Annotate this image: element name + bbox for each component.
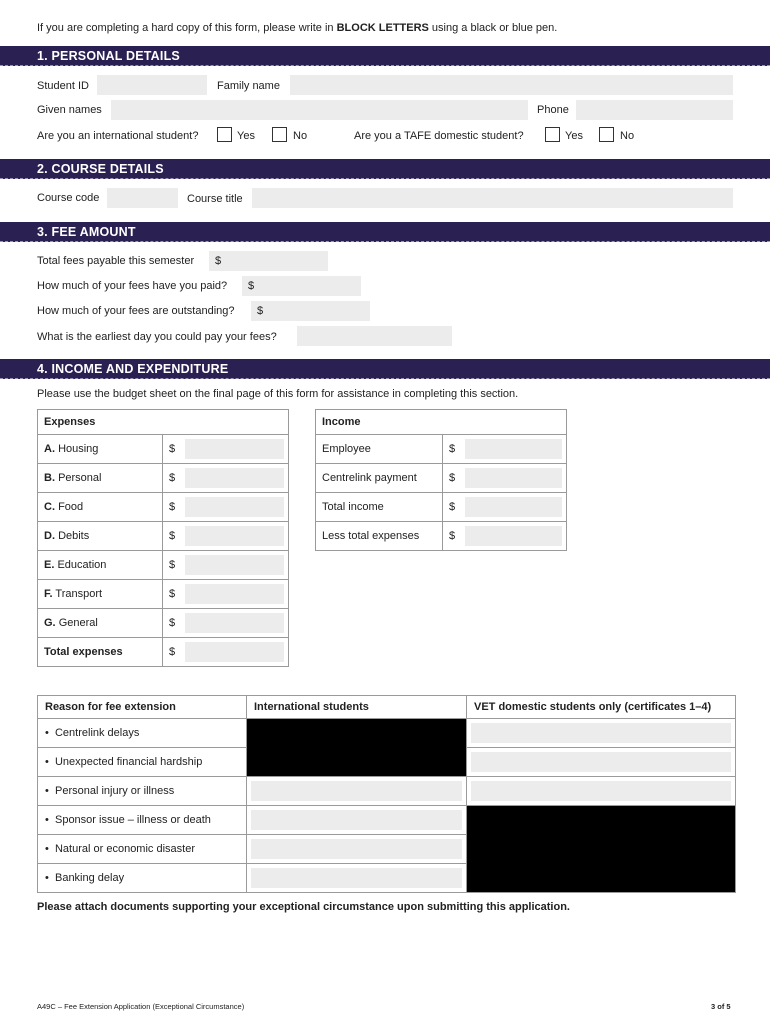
expenses-table [37,409,289,667]
family-name-input[interactable] [290,75,733,95]
expense-label: A. Housing [38,435,163,464]
phone-input[interactable] [576,100,733,120]
international-student-question: Are you an international student? [37,130,199,142]
given-names-input[interactable] [111,100,528,120]
currency-symbol: $ [248,280,255,292]
table-row [38,609,289,638]
table-row [38,580,289,609]
international-banking-cell[interactable] [247,864,467,893]
expense-transport-input[interactable]: $ [163,580,289,609]
total-expenses-input[interactable]: $ [163,638,289,667]
tafe-domestic-question: Are you a TAFE domestic student? [354,130,524,142]
international-no-label: No [293,130,308,142]
table-row [38,435,289,464]
table-row [316,522,567,551]
footer-page-number: 3 of 5 [711,1002,731,1011]
international-yes-label: Yes [237,130,255,142]
reason-column-header: Reason for fee extension [38,696,247,719]
given-names-label: Given names [37,104,102,116]
income-centrelink-input[interactable]: $ [443,464,567,493]
income-label: Centrelink payment [316,464,443,493]
income-label: Total income [316,493,443,522]
fee-extension-table [37,695,736,893]
fees-outstanding-label: How much of your fees are outstanding? [37,305,235,317]
table-row [38,806,736,835]
table-row [38,493,289,522]
income-label: Employee [316,435,443,464]
phone-label: Phone [537,104,569,116]
section-course-details-header: 2. COURSE DETAILS [0,159,770,179]
table-row [316,493,567,522]
table-row [316,435,567,464]
tafe-no-checkbox[interactable] [599,127,614,142]
total-income-input[interactable]: $ [443,493,567,522]
expenses-header: Expenses [38,410,289,435]
table-row [38,551,289,580]
course-title-input[interactable] [252,188,733,208]
course-title-label: Course title [187,193,243,205]
instruction-text: If you are completing a hard copy of this form, please write in [37,22,337,34]
tafe-yes-checkbox[interactable] [545,127,560,142]
reason-cell: • Unexpected financial hardship [38,748,247,777]
vet-injury-cell[interactable] [467,777,736,806]
reason-cell: • Natural or economic disaster [38,835,247,864]
reason-cell: • Centrelink delays [38,719,247,748]
expense-housing-input[interactable]: $ [163,435,289,464]
international-not-applicable-block [247,719,467,777]
table-row [38,522,289,551]
table-row [316,464,567,493]
family-name-label: Family name [217,80,280,92]
currency-symbol: $ [257,305,264,317]
tafe-no-label: No [620,130,635,142]
expense-personal-input[interactable]: $ [163,464,289,493]
fees-outstanding-input[interactable] [251,301,370,321]
table-row [38,719,736,748]
course-code-label: Course code [37,192,100,204]
footer-form-name: A49C – Fee Extension Application (Exceptional Circumstance) [37,1002,245,1011]
budget-instruction: Please use the budget sheet on the final page of this form for assistance in completing this section. [37,388,519,400]
international-disaster-cell[interactable] [247,835,467,864]
income-header: Income [316,410,567,435]
tafe-yes-label: Yes [565,130,583,142]
reason-cell: • Sponsor issue – illness or death [38,806,247,835]
international-column-header: International students [247,696,467,719]
expense-label: G. General [38,609,163,638]
instruction-text-end: using a black or blue pen. [428,22,558,34]
reason-cell: • Personal injury or illness [38,777,247,806]
vet-column-header: VET domestic students only (certificates 1–4) [467,696,736,719]
income-employee-input[interactable]: $ [443,435,567,464]
section-income-expenditure-header: 4. INCOME AND EXPENDITURE [0,359,770,379]
instruction-emphasis: BLOCK LETTERS [336,22,429,34]
expense-education-input[interactable]: $ [163,551,289,580]
earliest-payment-label: What is the earliest day you could pay your fees? [37,331,277,343]
table-row [38,638,289,667]
student-id-label: Student ID [37,80,89,92]
form-instruction [37,22,557,34]
expense-general-input[interactable]: $ [163,609,289,638]
section-fee-amount-header: 3. FEE AMOUNT [0,222,770,242]
supporting-documents-note: Please attach documents supporting your exceptional circumstance upon submitting this application. [37,901,570,913]
expense-label: E. Education [38,551,163,580]
expense-label: C. Food [38,493,163,522]
fees-paid-label: How much of your fees have you paid? [37,280,228,292]
earliest-payment-input[interactable] [297,326,452,346]
expense-label: B. Personal [38,464,163,493]
net-income-input[interactable]: $ [443,522,567,551]
international-injury-cell[interactable] [247,777,467,806]
course-code-input[interactable] [107,188,178,208]
expense-label: F. Transport [38,580,163,609]
vet-not-applicable-block [467,806,736,893]
international-yes-checkbox[interactable] [217,127,232,142]
total-fees-label: Total fees payable this semester [37,255,195,267]
currency-symbol: $ [215,255,222,267]
international-no-checkbox[interactable] [272,127,287,142]
international-sponsor-cell[interactable] [247,806,467,835]
vet-hardship-cell[interactable] [467,748,736,777]
total-fees-input[interactable] [209,251,328,271]
reason-cell: • Banking delay [38,864,247,893]
section-personal-details-header: 1. PERSONAL DETAILS [0,46,770,66]
income-table [315,409,567,551]
expense-label: D. Debits [38,522,163,551]
expense-food-input[interactable]: $ [163,493,289,522]
table-row [38,464,289,493]
fees-paid-input[interactable] [242,276,361,296]
table-row [38,777,736,806]
student-id-input[interactable] [97,75,207,95]
income-label: Less total expenses [316,522,443,551]
total-expenses-label: Total expenses [38,638,163,667]
expense-debits-input[interactable]: $ [163,522,289,551]
vet-centrelink-cell[interactable] [467,719,736,748]
